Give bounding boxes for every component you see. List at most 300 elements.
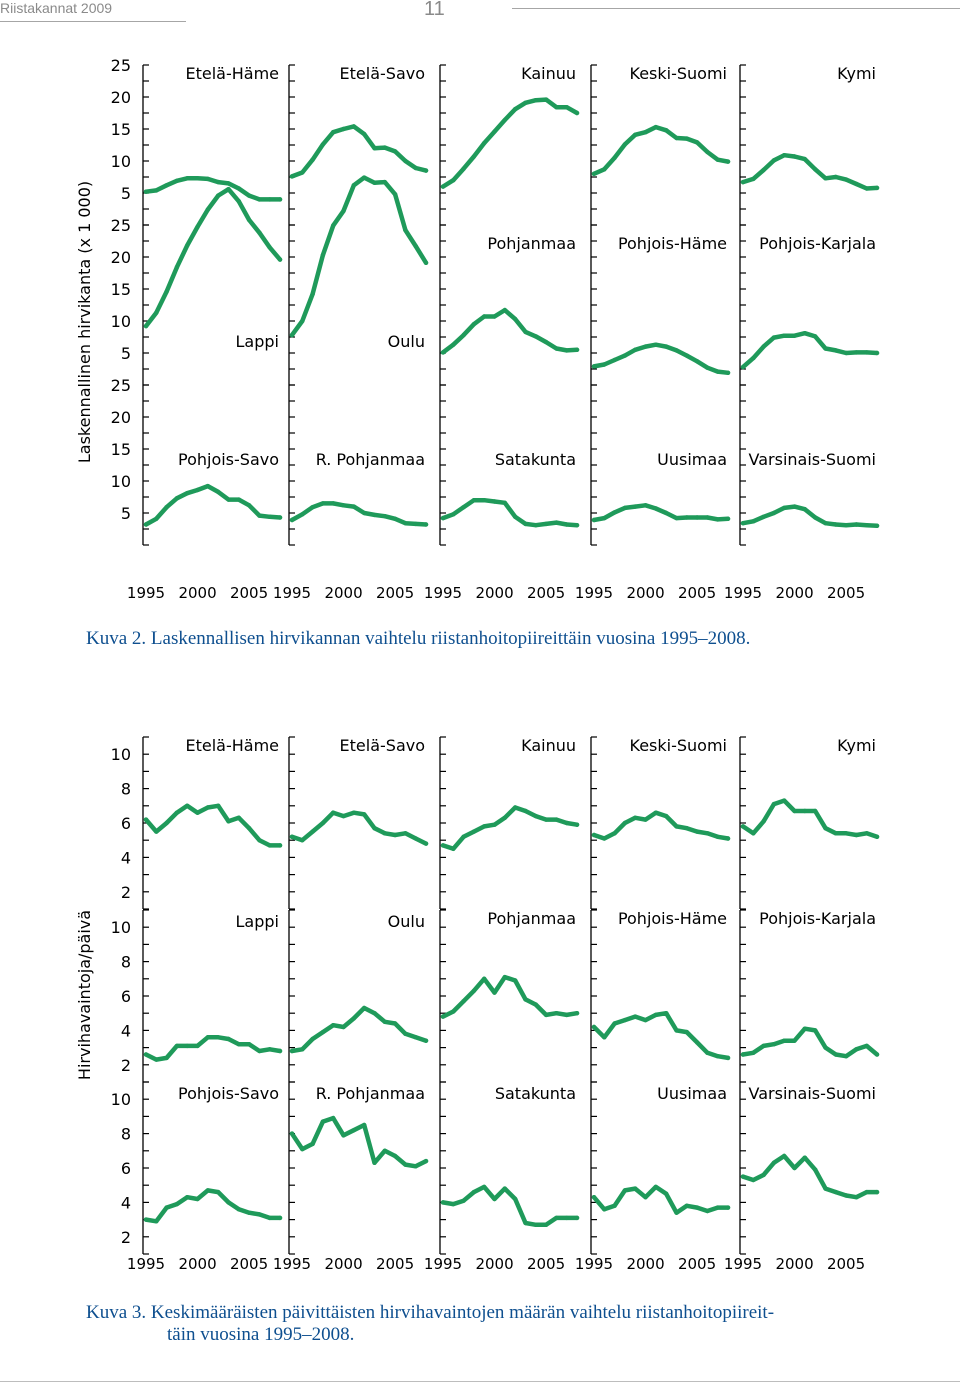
data-point bbox=[674, 1028, 678, 1032]
data-point bbox=[257, 838, 261, 842]
y-tick-label: 15 bbox=[110, 120, 131, 139]
data-point bbox=[575, 523, 579, 527]
series-line-pohjois-karjala bbox=[743, 333, 877, 367]
panel-pohjois-karjala bbox=[740, 909, 879, 1082]
data-point bbox=[803, 507, 807, 511]
panel-title-uusimaa: Uusimaa bbox=[657, 450, 727, 469]
series-line-pohjanmaa bbox=[443, 977, 577, 1017]
data-point bbox=[674, 824, 678, 828]
data-point bbox=[716, 1054, 720, 1058]
y-tick-label: 4 bbox=[120, 1021, 131, 1041]
data-point bbox=[751, 1051, 755, 1055]
data-point bbox=[633, 1186, 637, 1190]
data-point bbox=[875, 835, 879, 839]
data-point bbox=[761, 515, 765, 519]
data-point bbox=[206, 1035, 210, 1039]
data-point bbox=[761, 1044, 765, 1048]
panel-title-etela-hame: Etelä-Häme bbox=[185, 64, 279, 83]
panel-r-pohjanmaa bbox=[273, 385, 428, 602]
data-point bbox=[685, 1030, 689, 1034]
data-point bbox=[257, 1049, 261, 1053]
data-point bbox=[565, 105, 569, 109]
y-tick-label: 20 bbox=[110, 248, 131, 267]
data-point bbox=[362, 1123, 366, 1127]
data-point bbox=[164, 183, 168, 187]
data-point bbox=[352, 504, 356, 508]
data-point bbox=[643, 1018, 647, 1022]
data-point bbox=[534, 523, 538, 527]
data-point bbox=[633, 816, 637, 820]
data-point bbox=[247, 218, 251, 222]
data-point bbox=[290, 835, 294, 839]
data-point bbox=[575, 1216, 579, 1220]
data-point bbox=[461, 835, 465, 839]
data-point bbox=[414, 836, 418, 840]
panel-r-pohjanmaa bbox=[273, 1082, 428, 1273]
data-point bbox=[331, 1116, 335, 1120]
data-point bbox=[441, 1014, 445, 1018]
y-tick-label: 25 bbox=[110, 376, 131, 395]
y-tick-label: 20 bbox=[110, 88, 131, 107]
data-point bbox=[226, 819, 230, 823]
x-tick-label: 1995 bbox=[723, 1255, 763, 1273]
data-point bbox=[144, 1217, 148, 1221]
data-point bbox=[492, 1197, 496, 1201]
data-point bbox=[633, 1014, 637, 1018]
data-point bbox=[372, 826, 376, 830]
data-point bbox=[278, 1216, 282, 1220]
data-point bbox=[844, 831, 848, 835]
data-point bbox=[393, 192, 397, 196]
data-point bbox=[216, 490, 220, 494]
data-point bbox=[844, 1193, 848, 1197]
data-point bbox=[175, 179, 179, 183]
data-point bbox=[554, 1216, 558, 1220]
data-point bbox=[575, 111, 579, 115]
y-tick-label: 6 bbox=[120, 1159, 131, 1178]
data-point bbox=[685, 1204, 689, 1208]
panel-title-etela-hame: Etelä-Häme bbox=[185, 736, 279, 755]
data-point bbox=[503, 308, 507, 312]
x-tick-label: 2005 bbox=[375, 1255, 415, 1273]
data-point bbox=[290, 333, 294, 337]
data-point bbox=[278, 515, 282, 519]
panel-kainuu bbox=[440, 64, 579, 225]
data-point bbox=[664, 1192, 668, 1196]
data-point bbox=[393, 517, 397, 521]
data-point bbox=[633, 133, 637, 137]
data-point bbox=[278, 1049, 282, 1053]
data-point bbox=[865, 186, 869, 190]
data-point bbox=[362, 812, 366, 816]
data-point bbox=[195, 1044, 199, 1048]
data-point bbox=[854, 1047, 858, 1051]
data-point bbox=[803, 809, 807, 813]
data-point bbox=[185, 1044, 189, 1048]
y-tick-label: 8 bbox=[120, 952, 131, 972]
data-point bbox=[424, 522, 428, 526]
data-point bbox=[726, 1056, 730, 1060]
data-point bbox=[782, 153, 786, 157]
data-point bbox=[513, 515, 517, 519]
data-point bbox=[844, 351, 848, 355]
data-point bbox=[352, 811, 356, 815]
data-point bbox=[482, 977, 486, 981]
data-point bbox=[523, 997, 527, 1001]
data-point bbox=[623, 1188, 627, 1192]
data-point bbox=[331, 501, 335, 505]
data-point bbox=[482, 824, 486, 828]
panel-title-oulu: Oulu bbox=[387, 332, 425, 351]
data-point bbox=[602, 836, 606, 840]
panel-title-varsinais-suomi: Varsinais-Suomi bbox=[748, 1084, 876, 1103]
data-point bbox=[664, 814, 668, 818]
data-point bbox=[705, 831, 709, 835]
data-point bbox=[623, 506, 627, 510]
data-point bbox=[237, 497, 241, 501]
data-point bbox=[575, 348, 579, 352]
data-point bbox=[813, 1168, 817, 1172]
data-point bbox=[268, 515, 272, 519]
panel-title-pohjanmaa: Pohjanmaa bbox=[487, 234, 576, 253]
data-point bbox=[492, 499, 496, 503]
y-tick-label: 25 bbox=[110, 216, 131, 235]
data-point bbox=[844, 177, 848, 181]
data-point bbox=[602, 1035, 606, 1039]
data-point bbox=[414, 522, 418, 526]
figure-2-caption-line2: täin vuosina 1995–2008. bbox=[167, 1324, 355, 1345]
data-point bbox=[534, 1002, 538, 1006]
data-point bbox=[685, 353, 689, 357]
x-tick-label: 2000 bbox=[178, 1255, 217, 1273]
x-tick-label: 2005 bbox=[526, 584, 566, 602]
data-point bbox=[290, 518, 294, 522]
data-point bbox=[741, 521, 745, 525]
panel-title-etela-savo: Etelä-Savo bbox=[339, 64, 425, 83]
data-point bbox=[341, 209, 345, 213]
data-point bbox=[772, 511, 776, 515]
x-tick-label: 2000 bbox=[178, 584, 217, 602]
data-point bbox=[772, 158, 776, 162]
data-point bbox=[865, 1190, 869, 1194]
data-point bbox=[544, 817, 548, 821]
data-point bbox=[472, 989, 476, 993]
data-point bbox=[612, 1204, 616, 1208]
y-tick-label: 2 bbox=[120, 1227, 131, 1247]
data-point bbox=[195, 488, 199, 492]
series-line-etela-hame bbox=[146, 178, 280, 199]
x-tick-label: 1995 bbox=[272, 584, 312, 602]
data-point bbox=[523, 809, 527, 813]
data-point bbox=[383, 514, 387, 518]
panel-uusimaa bbox=[575, 1082, 730, 1273]
data-point bbox=[310, 292, 314, 296]
data-point bbox=[383, 145, 387, 149]
data-point bbox=[278, 257, 282, 261]
data-point bbox=[565, 348, 569, 352]
x-tick-label: 2000 bbox=[475, 1255, 514, 1273]
data-point bbox=[175, 496, 179, 500]
panel-title-kainuu: Kainuu bbox=[521, 736, 576, 755]
header-rule-left bbox=[0, 21, 186, 22]
data-point bbox=[554, 520, 558, 524]
data-point bbox=[216, 804, 220, 808]
data-point bbox=[792, 504, 796, 508]
data-point bbox=[602, 362, 606, 366]
figure-2-caption-label: Kuva 3. bbox=[86, 1302, 147, 1323]
data-point bbox=[592, 1025, 596, 1029]
data-point bbox=[185, 491, 189, 495]
data-point bbox=[575, 823, 579, 827]
data-point bbox=[310, 505, 314, 509]
panel-title-keski-suomi: Keski-Suomi bbox=[629, 64, 727, 83]
x-tick-label: 2005 bbox=[526, 1255, 566, 1273]
data-point bbox=[643, 503, 647, 507]
header-rule bbox=[512, 8, 960, 9]
data-point bbox=[761, 1173, 765, 1177]
data-point bbox=[175, 265, 179, 269]
data-point bbox=[792, 154, 796, 158]
data-point bbox=[247, 1042, 251, 1046]
data-point bbox=[834, 175, 838, 179]
data-point bbox=[761, 819, 765, 823]
data-point bbox=[726, 517, 730, 521]
data-point bbox=[823, 521, 827, 525]
data-point bbox=[268, 245, 272, 249]
data-point bbox=[674, 516, 678, 520]
data-point bbox=[782, 334, 786, 338]
data-point bbox=[451, 1009, 455, 1013]
data-point bbox=[185, 804, 189, 808]
y-tick-label: 5 bbox=[120, 184, 131, 203]
data-point bbox=[424, 168, 428, 172]
data-point bbox=[341, 503, 345, 507]
data-point bbox=[854, 182, 858, 186]
x-tick-label: 1995 bbox=[126, 1255, 166, 1273]
data-point bbox=[310, 1142, 314, 1146]
data-point bbox=[226, 1200, 230, 1204]
data-point bbox=[602, 516, 606, 520]
data-point bbox=[513, 978, 517, 982]
data-point bbox=[321, 821, 325, 825]
data-point bbox=[503, 1186, 507, 1190]
data-point bbox=[716, 835, 720, 839]
y-tick-label: 4 bbox=[120, 1193, 131, 1213]
y-tick-label: 2 bbox=[120, 882, 131, 902]
data-point bbox=[792, 809, 796, 813]
panel-title-satakunta: Satakunta bbox=[494, 1084, 576, 1103]
data-point bbox=[257, 197, 261, 201]
data-point bbox=[612, 1021, 616, 1025]
data-point bbox=[875, 1052, 879, 1056]
data-point bbox=[383, 1020, 387, 1024]
data-point bbox=[503, 501, 507, 505]
data-point bbox=[257, 231, 261, 235]
panel-title-pohjois-karjala: Pohjois-Karjala bbox=[759, 909, 876, 928]
data-point bbox=[803, 1027, 807, 1031]
data-point bbox=[643, 130, 647, 134]
data-point bbox=[772, 1161, 776, 1165]
data-point bbox=[237, 1042, 241, 1046]
panel-kymi bbox=[740, 64, 879, 225]
panel-title-varsinais-suomi: Varsinais-Suomi bbox=[748, 450, 876, 469]
y-tick-label: 10 bbox=[110, 918, 131, 938]
data-point bbox=[875, 351, 879, 355]
y-tick-label: 10 bbox=[110, 745, 131, 765]
y-tick-label: 8 bbox=[120, 1124, 131, 1144]
data-point bbox=[341, 1133, 345, 1137]
data-point bbox=[403, 159, 407, 163]
data-point bbox=[268, 843, 272, 847]
data-point bbox=[226, 497, 230, 501]
y-tick-label: 15 bbox=[110, 280, 131, 299]
data-point bbox=[761, 344, 765, 348]
data-point bbox=[383, 831, 387, 835]
data-point bbox=[854, 1195, 858, 1199]
data-point bbox=[834, 831, 838, 835]
data-point bbox=[592, 364, 596, 368]
panel-keski-suomi bbox=[591, 736, 730, 909]
data-point bbox=[321, 501, 325, 505]
data-point bbox=[695, 515, 699, 519]
data-point bbox=[461, 1199, 465, 1203]
series-line-uusimaa bbox=[594, 1187, 728, 1213]
data-point bbox=[513, 107, 517, 111]
figure-1-caption-text: Laskennallisen hirvikannan vaihtelu riistanhoitopiireittäin vuosina 1995–2008. bbox=[150, 628, 751, 649]
data-point bbox=[403, 831, 407, 835]
data-point bbox=[144, 324, 148, 328]
panel-satakunta bbox=[424, 1082, 579, 1273]
data-point bbox=[206, 177, 210, 181]
data-point bbox=[643, 344, 647, 348]
data-point bbox=[300, 170, 304, 174]
data-point bbox=[331, 811, 335, 815]
data-point bbox=[534, 1223, 538, 1227]
data-point bbox=[403, 228, 407, 232]
y-tick-label: 25 bbox=[110, 56, 131, 75]
panel-pohjois-hame bbox=[591, 225, 730, 385]
data-point bbox=[741, 1174, 745, 1178]
x-tick-label: 2000 bbox=[324, 1255, 363, 1273]
data-point bbox=[823, 1186, 827, 1190]
data-point bbox=[290, 1131, 294, 1135]
data-point bbox=[310, 1037, 314, 1041]
data-point bbox=[823, 826, 827, 830]
data-point bbox=[393, 833, 397, 837]
data-point bbox=[331, 1023, 335, 1027]
data-point bbox=[472, 829, 476, 833]
x-tick-label: 2000 bbox=[775, 584, 814, 602]
data-point bbox=[834, 1190, 838, 1194]
data-point bbox=[844, 523, 848, 527]
data-point bbox=[792, 334, 796, 338]
data-point bbox=[195, 811, 199, 815]
panel-etela-savo bbox=[289, 736, 428, 909]
data-point bbox=[554, 1011, 558, 1015]
data-point bbox=[716, 1205, 720, 1209]
data-point bbox=[237, 816, 241, 820]
panel-oulu bbox=[289, 175, 428, 385]
data-point bbox=[592, 833, 596, 837]
data-point bbox=[451, 178, 455, 182]
data-point bbox=[565, 1013, 569, 1017]
panel-lappi bbox=[111, 910, 283, 1082]
data-point bbox=[643, 1195, 647, 1199]
y-tick-label: 20 bbox=[110, 408, 131, 427]
series-line-etela-savo bbox=[292, 126, 426, 176]
data-point bbox=[321, 253, 325, 257]
data-point bbox=[534, 98, 538, 102]
data-point bbox=[362, 132, 366, 136]
data-point bbox=[247, 1211, 251, 1215]
panel-title-uusimaa: Uusimaa bbox=[657, 1084, 727, 1103]
data-point bbox=[544, 1223, 548, 1227]
x-tick-label: 1995 bbox=[272, 1255, 312, 1273]
x-tick-label: 1995 bbox=[423, 1255, 463, 1273]
panel-title-kymi: Kymi bbox=[837, 64, 876, 83]
data-point bbox=[523, 330, 527, 334]
panel-etela-hame bbox=[111, 56, 283, 225]
data-point bbox=[237, 199, 241, 203]
x-tick-label: 2005 bbox=[229, 1255, 269, 1273]
data-point bbox=[352, 1128, 356, 1132]
data-point bbox=[865, 831, 869, 835]
data-point bbox=[372, 1011, 376, 1015]
x-tick-label: 1995 bbox=[574, 584, 614, 602]
data-point bbox=[643, 817, 647, 821]
data-point bbox=[623, 353, 627, 357]
data-point bbox=[451, 512, 455, 516]
panel-title-etela-savo: Etelä-Savo bbox=[339, 736, 425, 755]
data-point bbox=[772, 802, 776, 806]
data-point bbox=[623, 1018, 627, 1022]
data-point bbox=[278, 197, 282, 201]
data-point bbox=[341, 1025, 345, 1029]
panel-etela-savo bbox=[289, 64, 428, 225]
data-point bbox=[544, 1013, 548, 1017]
data-point bbox=[565, 821, 569, 825]
panel-pohjois-savo bbox=[111, 376, 283, 602]
data-point bbox=[164, 505, 168, 509]
data-point bbox=[310, 829, 314, 833]
y-tick-label: 6 bbox=[120, 987, 131, 1006]
panel-satakunta bbox=[424, 385, 579, 602]
data-point bbox=[803, 157, 807, 161]
data-point bbox=[331, 223, 335, 227]
data-point bbox=[154, 311, 158, 315]
data-point bbox=[195, 1197, 199, 1201]
data-point bbox=[424, 1159, 428, 1163]
panel-title-pohjois-savo: Pohjois-Savo bbox=[177, 1084, 279, 1103]
data-point bbox=[726, 159, 730, 163]
data-point bbox=[726, 836, 730, 840]
panel-title-lappi: Lappi bbox=[235, 332, 279, 351]
x-tick-label: 2005 bbox=[229, 584, 269, 602]
data-point bbox=[362, 175, 366, 179]
data-point bbox=[154, 1219, 158, 1223]
data-point bbox=[268, 1047, 272, 1051]
data-point bbox=[865, 1044, 869, 1048]
data-point bbox=[503, 118, 507, 122]
x-tick-label: 2000 bbox=[324, 584, 363, 602]
data-point bbox=[321, 1030, 325, 1034]
data-point bbox=[321, 1119, 325, 1123]
data-point bbox=[761, 168, 765, 172]
data-point bbox=[268, 197, 272, 201]
data-point bbox=[451, 847, 455, 851]
series-line-oulu bbox=[292, 178, 426, 336]
data-point bbox=[226, 181, 230, 185]
